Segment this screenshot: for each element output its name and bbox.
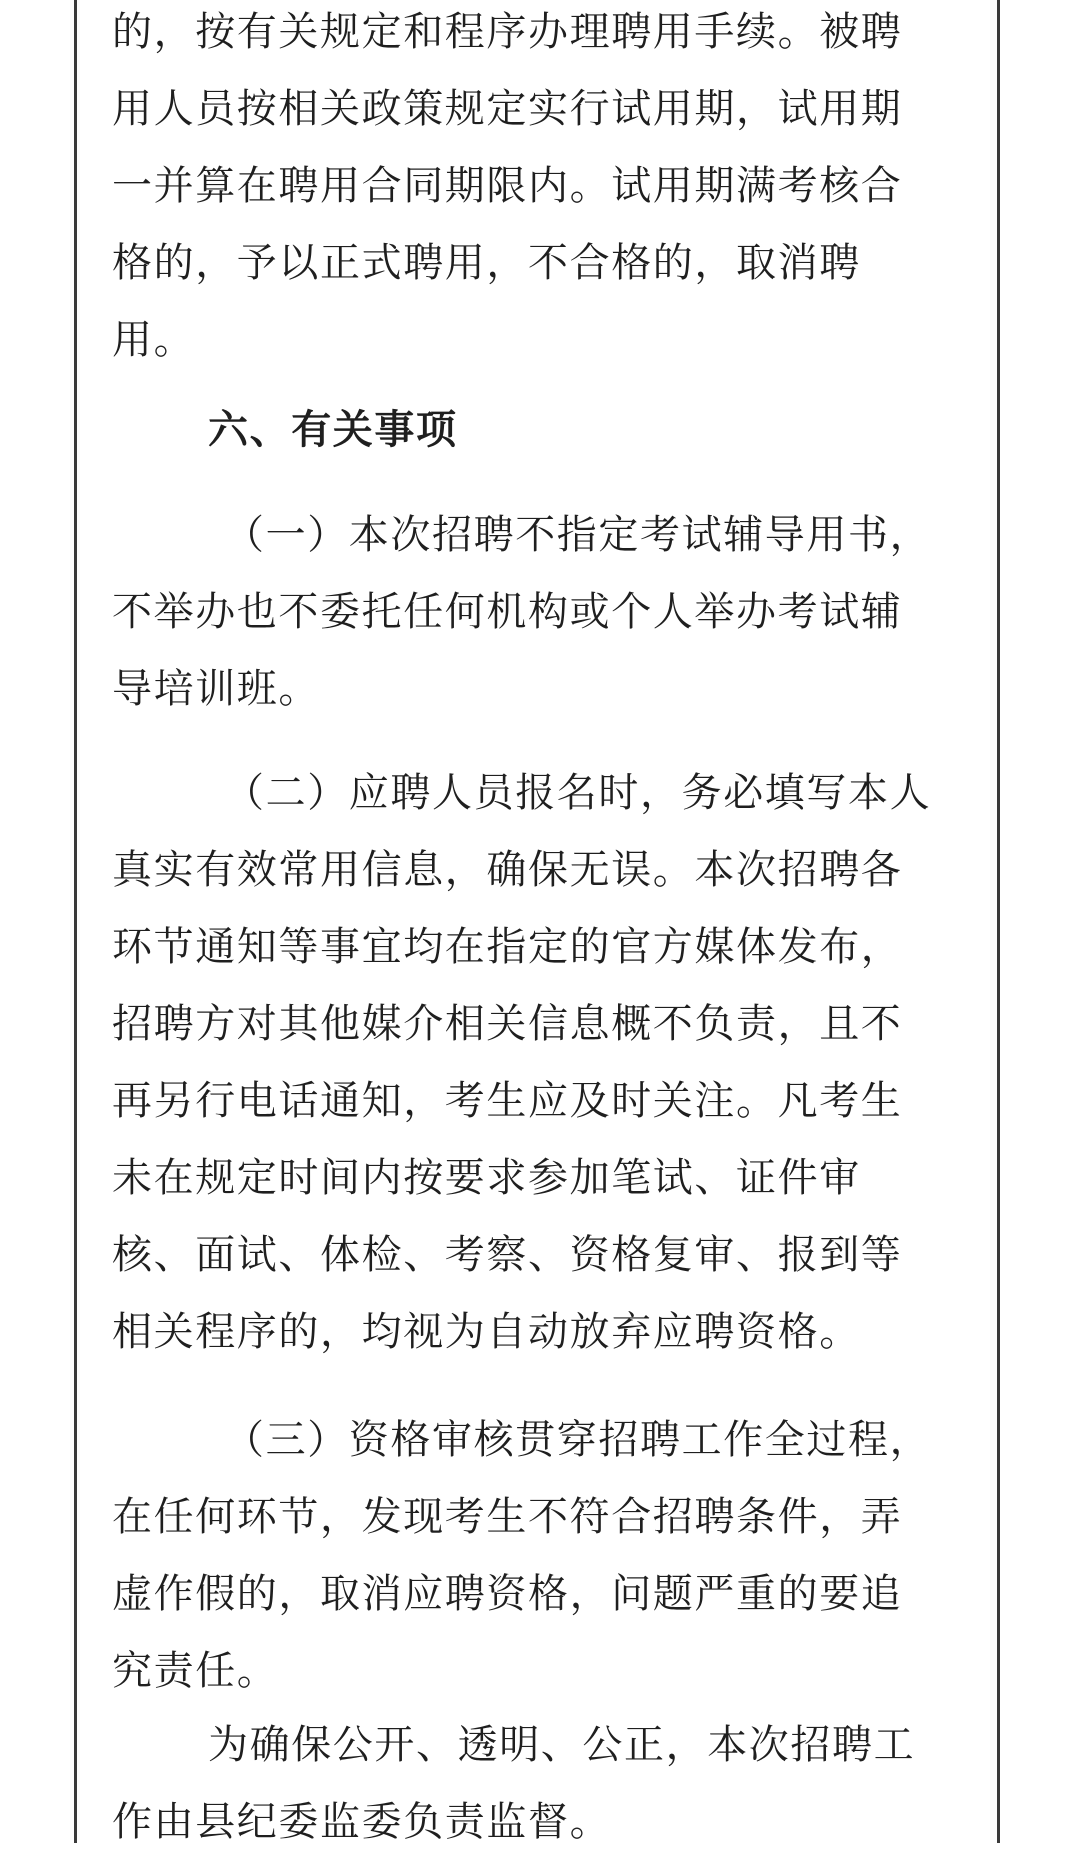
text-line: 未在规定时间内按要求参加笔试、证件审	[112, 1155, 861, 1201]
text-line: 用。	[112, 317, 196, 363]
text-line: 环节通知等事宜均在指定的官方媒体发布，	[112, 924, 903, 970]
text-line: （二）应聘人员报名时，务必填写本人	[224, 770, 932, 816]
text-line: 核、面试、体检、考察、资格复审、报到等	[112, 1232, 903, 1278]
section-heading	[112, 392, 952, 469]
paragraph-closing	[112, 1707, 952, 1861]
paragraph-item-3	[112, 1402, 952, 1710]
text-line: 为确保公开、透明、公正，本次招聘工	[208, 1722, 916, 1768]
text-line: 作由县纪委监委负责监督。	[112, 1799, 612, 1845]
text-line: 一并算在聘用合同期限内。试用期满考核合	[112, 163, 903, 209]
text-line: （一）本次招聘不指定考试辅导用书，	[224, 512, 932, 558]
text-line: 导培训班。	[112, 666, 320, 712]
text-line: 再另行电话通知，考生应及时关注。凡考生	[112, 1078, 903, 1124]
paragraph-probation	[112, 0, 952, 379]
section-heading-text: 六、有关事项	[208, 407, 458, 453]
text-line: 的，按有关规定和程序办理聘用手续。被聘	[112, 9, 903, 55]
text-line: 相关程序的，均视为自动放弃应聘资格。	[112, 1309, 861, 1355]
text-line: （三）资格审核贯穿招聘工作全过程，	[224, 1417, 932, 1463]
paragraph-item-2	[112, 755, 952, 1371]
text-line: 格的，予以正式聘用，不合格的，取消聘	[112, 240, 861, 286]
left-border-line	[74, 0, 77, 1843]
text-line: 究责任。	[112, 1648, 279, 1694]
paragraph-item-1	[112, 497, 952, 728]
right-border-line	[997, 0, 1000, 1843]
text-line: 用人员按相关政策规定实行试用期，试用期	[112, 86, 903, 132]
text-line: 真实有效常用信息，确保无误。本次招聘各	[112, 847, 903, 893]
text-line: 在任何环节，发现考生不符合招聘条件，弄	[112, 1494, 903, 1540]
text-line: 虚作假的，取消应聘资格，问题严重的要追	[112, 1571, 903, 1617]
text-line: 招聘方对其他媒介相关信息概不负责，且不	[112, 1001, 903, 1047]
text-line: 不举办也不委托任何机构或个人举办考试辅	[112, 589, 903, 635]
